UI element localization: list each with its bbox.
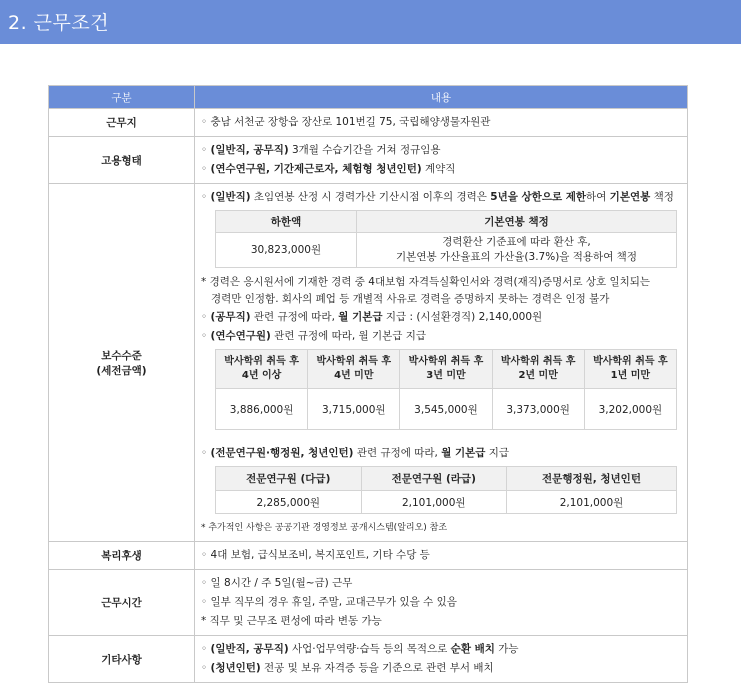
section-banner (0, 0, 741, 44)
base-salary-col-2: 기본연봉 책정 (357, 211, 677, 233)
salary-expert-text-2: 지급 (485, 447, 510, 459)
etc-line-1-bold: (일반직, 공무직) (210, 643, 289, 655)
working-conditions-table (48, 85, 688, 683)
hours-note: * 직무 및 근무조 편성에 따라 변동 가능 (201, 615, 382, 627)
base-salary-method-line-1: 경력환산 기준표에 따라 환산 후, (442, 236, 591, 248)
header-content: 내용 (195, 86, 688, 109)
salary-postdoc (201, 327, 681, 346)
employment-line-2 (201, 160, 681, 179)
postdoc-header-3-l2: 3년 미만 (426, 370, 466, 381)
salary-content (195, 184, 688, 542)
employment-line-2-text: 계약직 (421, 163, 456, 175)
salary-public-monthly: 월 기본급 (338, 311, 383, 323)
salary-public-text-2: 지급 : (시설환경직) 2,140,000원 (382, 311, 543, 323)
salary-postdoc-text: 관련 규정에 따라, 월 기본급 지급 (270, 330, 427, 342)
employment-line-1-text: 3개월 수습기간을 거쳐 정규임용 (288, 144, 441, 156)
salary-label-line-1: 보수수준 (101, 349, 142, 362)
salary-expert (201, 444, 681, 463)
salary-expert-monthly: 월 기본급 (441, 447, 486, 459)
work-place-label: 근무지 (49, 109, 195, 137)
welfare-content (195, 542, 688, 570)
expert-header-2: 전문연구원 (라급) (361, 467, 507, 491)
etc-line-2-bold: (청년인턴) (210, 662, 261, 674)
etc-line-2-text: 전공 및 보유 자격증 등을 기준으로 관련 부서 배치 (260, 662, 494, 674)
etc-line-1-text: 사업·업무역량·습득 등의 목적으로 (288, 643, 451, 655)
postdoc-header-1-l1: 박사학위 취득 후 (224, 356, 299, 367)
postdoc-value-5: 3,202,000원 (584, 389, 676, 430)
postdoc-header-5-l2: 1년 미만 (610, 370, 651, 381)
row-employment (49, 137, 688, 184)
base-salary-min: 30,823,000원 (216, 233, 357, 268)
postdoc-header-2-l2: 4년 미만 (334, 370, 374, 381)
employment-line-1-bold: (일반직, 공무직) (210, 144, 289, 156)
base-salary-method-line-2: 기본연봉 가산율표의 가산율(3.7%)을 적용하여 책정 (396, 251, 637, 263)
row-welfare (49, 542, 688, 570)
row-etc (49, 636, 688, 683)
postdoc-header-4-l2: 2년 미만 (518, 370, 558, 381)
employment-content (195, 137, 688, 184)
salary-expert-bold: (전문연구원·행정원, 청년인턴) (210, 447, 354, 459)
career-note-line-1: * 경력은 응시원서에 기재한 경력 중 4대보험 자격득실확인서와 경력(재직)증명서로 상호 일치되는 (201, 276, 651, 288)
base-salary-table (215, 210, 677, 268)
postdoc-header-3 (400, 350, 492, 389)
work-place-content (195, 109, 688, 137)
expert-header-3: 전문행정원, 청년인턴 (507, 467, 677, 491)
expert-header-1: 전문연구원 (다급) (216, 467, 362, 491)
expert-value-3: 2,101,000원 (507, 491, 677, 514)
postdoc-salary-table (215, 349, 677, 430)
expert-salary-table (215, 466, 677, 514)
postdoc-header-4-l1: 박사학위 취득 후 (500, 356, 576, 367)
salary-general-bold: (일반직) (210, 191, 251, 203)
employment-line-2-bold: (연수연구원, 기간제근로자, 체험형 청년인턴) (210, 163, 422, 175)
row-work-place (49, 109, 688, 137)
row-salary (49, 184, 688, 542)
work-place-text: ◦ 충남 서천군 장항읍 장산로 101번길 75, 국립해양생물자원관 (201, 113, 681, 132)
employment-line-1 (201, 141, 681, 160)
salary-public-bold: (공무직) (210, 311, 251, 323)
postdoc-header-2-l1: 박사학위 취득 후 (316, 356, 392, 367)
etc-line-2 (201, 659, 681, 678)
postdoc-header-1 (216, 350, 308, 389)
etc-label: 기타사항 (49, 636, 195, 683)
etc-content (195, 636, 688, 683)
postdoc-header-2 (308, 350, 400, 389)
alio-note: * 추가적인 사항은 공공기관 경영정보 공개시스템(알리오) 참조 (201, 523, 448, 533)
expert-value-1: 2,285,000원 (216, 491, 362, 514)
section-title: 2. 근무조건 (8, 12, 110, 34)
welfare-label: 복리후생 (49, 542, 195, 570)
expert-value-2: 2,101,000원 (361, 491, 507, 514)
salary-label (49, 184, 195, 542)
postdoc-value-1: 3,886,000원 (216, 389, 308, 430)
etc-line-1 (201, 640, 681, 659)
hours-label: 근무시간 (49, 570, 195, 636)
postdoc-value-2: 3,715,000원 (308, 389, 400, 430)
postdoc-value-4: 3,373,000원 (492, 389, 584, 430)
hours-content (195, 570, 688, 636)
etc-line-1-end: 가능 (494, 643, 519, 655)
base-salary-method (357, 233, 677, 268)
salary-general-text-3: 책정 (650, 191, 674, 203)
salary-general-text-1: 초임연봉 산정 시 경력가산 기산시점 이후의 경력은 (250, 191, 491, 203)
row-hours (49, 570, 688, 636)
salary-general-base: 기본연봉 (609, 191, 651, 203)
postdoc-header-3-l1: 박사학위 취득 후 (408, 356, 484, 367)
employment-label: 고용형태 (49, 137, 195, 184)
postdoc-value-3: 3,545,000원 (400, 389, 492, 430)
salary-expert-text-1: 관련 규정에 따라, (353, 447, 442, 459)
header-category: 구분 (49, 86, 195, 109)
base-salary-col-1: 하한액 (216, 211, 357, 233)
etc-rotation: 순환 배치 (450, 643, 495, 655)
hours-line-1: ◦ 일 8시간 / 주 5일(월~금) 근무 (201, 574, 681, 593)
table-header-row (49, 86, 688, 109)
postdoc-header-5 (584, 350, 676, 389)
salary-public (201, 308, 681, 327)
postdoc-header-5-l1: 박사학위 취득 후 (593, 356, 668, 367)
salary-public-text-1: 관련 규정에 따라, (250, 311, 339, 323)
postdoc-header-1-l2: 4년 이상 (241, 370, 282, 381)
salary-general (201, 188, 681, 207)
career-note-line-2: 경력만 인정함. 회사의 폐업 등 개별적 사유로 경력을 증명하지 못하는 경력은 인정 불가 (211, 293, 610, 305)
postdoc-header-4 (492, 350, 584, 389)
salary-general-text-2: 하여 (586, 191, 610, 203)
salary-postdoc-bold: (연수연구원) (210, 330, 271, 342)
salary-general-limit: 5년을 상한으로 제한 (490, 191, 587, 203)
hours-line-2: ◦ 일부 직무의 경우 휴일, 주말, 교대근무가 있을 수 있음 (201, 593, 681, 612)
welfare-text: ◦ 4대 보험, 급식보조비, 복지포인트, 기타 수당 등 (201, 546, 681, 565)
salary-label-line-2: (세전금액) (96, 364, 147, 377)
